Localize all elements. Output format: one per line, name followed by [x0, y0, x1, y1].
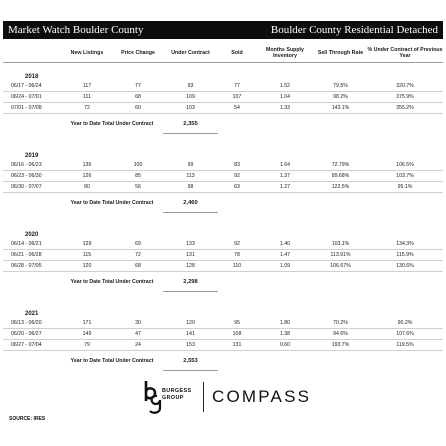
week-period: 06/16 - 06/23	[3, 160, 61, 171]
metric-value: 92	[218, 171, 256, 182]
metric-value: 99	[163, 160, 218, 171]
metric-value: 113.91%	[314, 250, 367, 261]
metric-value: 143.1%	[314, 103, 367, 114]
table-row	[3, 261, 443, 272]
metric-value: 69	[113, 239, 163, 250]
metric-value: 1.38	[256, 329, 314, 340]
metric-value: 72.79%	[314, 160, 367, 171]
metric-value: 79.5%	[314, 81, 367, 92]
ytd-blank	[218, 193, 443, 213]
table-row	[3, 103, 443, 114]
ytd-blank	[3, 114, 61, 134]
metric-value: 70.2%	[314, 318, 367, 329]
spacer-row	[3, 292, 443, 310]
column-header: Price Change	[113, 44, 163, 63]
year-label: 2019	[25, 152, 39, 159]
metric-value: 133	[163, 239, 218, 250]
metric-value: 72	[113, 250, 163, 261]
metric-value: 126	[61, 171, 113, 182]
ytd-total-row	[3, 351, 443, 371]
week-period: 06/23 - 06/30	[3, 171, 61, 182]
table-row	[3, 81, 443, 92]
metric-value: 1.52	[256, 81, 314, 92]
metric-value: 103.1%	[314, 239, 367, 250]
column-header	[3, 44, 61, 63]
week-period: 06/27 - 07/04	[3, 340, 61, 351]
week-period: 06/28 - 07/05	[3, 261, 61, 272]
year-label: 2018	[25, 73, 39, 80]
metric-value: 89.68%	[314, 171, 367, 182]
metric-value: 47	[113, 329, 163, 340]
metric-value: 85	[113, 171, 163, 182]
ytd-label: Year to Date Total Under Contract	[70, 357, 154, 364]
year-heading-row	[3, 151, 443, 160]
metric-value: 95.1%	[367, 182, 443, 193]
metric-value: 83	[218, 160, 256, 171]
metric-value: 1.27	[256, 182, 314, 193]
market-watch-title: Market Watch Boulder County	[8, 24, 144, 36]
metric-value: 78	[218, 250, 256, 261]
brand-logos	[140, 376, 315, 420]
metric-value: 1.80	[256, 318, 314, 329]
ytd-total-row	[3, 114, 443, 134]
year-heading-row	[3, 309, 443, 318]
ytd-total-value: 2,460	[163, 193, 218, 213]
metric-value: 106.67%	[314, 261, 367, 272]
metric-value: 103	[163, 103, 218, 114]
metric-value: 153	[163, 340, 218, 351]
metric-value: 149	[61, 329, 113, 340]
metric-value: 98.2%	[314, 92, 367, 103]
spacer-cell	[3, 63, 443, 73]
metric-value: 60	[113, 103, 163, 114]
metric-value: 80	[61, 182, 113, 193]
ytd-blank	[3, 272, 61, 292]
metric-value: 68	[113, 92, 163, 103]
ytd-blank	[218, 272, 443, 292]
table-row	[3, 239, 443, 250]
burgess-word: BURGESS	[162, 388, 192, 394]
year-label: 2020	[25, 231, 39, 238]
week-period: 06/17 - 06/24	[3, 81, 61, 92]
ytd-label: Year to Date Total Under Contract	[70, 278, 154, 285]
metric-value: 77	[218, 81, 256, 92]
metric-value: 63	[218, 182, 256, 193]
metric-value: 131	[163, 250, 218, 261]
ytd-blank	[3, 351, 61, 371]
metric-value: 56	[113, 182, 163, 193]
metric-value: 30	[113, 318, 163, 329]
spacer-row	[3, 134, 443, 152]
metric-value: 1.37	[256, 171, 314, 182]
table-row	[3, 318, 443, 329]
ytd-label: Year to Date Total Under Contract	[70, 120, 154, 127]
metric-value: 122.5%	[314, 182, 367, 193]
spacer-cell	[3, 213, 443, 231]
table-row	[3, 340, 443, 351]
metric-value: 375.9%	[367, 92, 443, 103]
burgess-group-wordmark	[162, 388, 191, 401]
week-period: 06/20 - 06/27	[3, 329, 61, 340]
metric-value: 110	[218, 261, 256, 272]
table-row	[3, 329, 443, 340]
year-heading-row	[3, 230, 443, 239]
metric-value: 24	[113, 340, 163, 351]
metric-value: 111	[61, 92, 113, 103]
metric-value: 115.9%	[367, 250, 443, 261]
metric-value: 130.6%	[367, 261, 443, 272]
metric-value: 100	[113, 160, 163, 171]
metric-value: 0.60	[256, 340, 314, 351]
column-header-row	[3, 44, 443, 63]
metric-value: 128	[163, 261, 218, 272]
table-row	[3, 250, 443, 261]
week-period: 06/13 - 06/20	[3, 318, 61, 329]
metric-value: 68	[113, 261, 163, 272]
ytd-total-row	[3, 272, 443, 292]
spacer-row	[3, 63, 443, 73]
ytd-blank	[218, 114, 443, 134]
metric-value: 171	[61, 318, 113, 329]
metric-value: 117	[61, 81, 113, 92]
column-header: New Listings	[61, 44, 113, 63]
metric-value: 119.5%	[367, 340, 443, 351]
column-header: Under Contract	[163, 44, 218, 63]
ytd-total-value: 2,355	[163, 114, 218, 134]
metric-value: 1.64	[256, 160, 314, 171]
metric-value: 94.6%	[314, 329, 367, 340]
metric-value: 320.7%	[367, 81, 443, 92]
metric-value: 113	[163, 171, 218, 182]
metric-value: 129	[61, 239, 113, 250]
metric-value: 1.47	[256, 250, 314, 261]
column-header: % Under Contract of Previous Year	[367, 44, 443, 63]
column-header: Months Supply Inventory	[256, 44, 314, 63]
spacer-row	[3, 213, 443, 231]
metric-value: 120	[163, 318, 218, 329]
metric-value: 1.33	[256, 103, 314, 114]
week-period: 06/21 - 06/28	[3, 250, 61, 261]
metric-value: 106.5%	[367, 160, 443, 171]
metric-value: 1.04	[256, 92, 314, 103]
burgess-group-logo-icon	[142, 380, 162, 414]
metric-value: 72	[61, 103, 113, 114]
property-type-title: Boulder County Residential Detached	[270, 24, 438, 36]
metric-value: 136	[61, 160, 113, 171]
metric-value: 90.2%	[367, 318, 443, 329]
metric-value: 107.6%	[367, 329, 443, 340]
table-row	[3, 182, 443, 193]
metric-value: 1.09	[256, 261, 314, 272]
metric-value: 115	[61, 250, 113, 261]
source-note: SOURCE: IRES	[9, 416, 46, 422]
year-heading-row	[3, 72, 443, 81]
metric-value: 109	[163, 92, 218, 103]
spacer-cell	[3, 134, 443, 152]
column-header: Sell Through Rate	[314, 44, 367, 63]
metric-value: 1.40	[256, 239, 314, 250]
metric-value: 103.7%	[367, 171, 443, 182]
table-row	[3, 160, 443, 171]
metric-value: 98	[163, 182, 218, 193]
metric-value: 79	[61, 340, 113, 351]
ytd-total-value: 2,553	[163, 351, 218, 371]
week-period: 06/14 - 06/21	[3, 239, 61, 250]
ytd-blank	[3, 193, 61, 213]
year-label: 2021	[25, 310, 39, 317]
metric-value: 131	[218, 340, 256, 351]
ytd-total-row	[3, 193, 443, 213]
column-header: Sold	[218, 44, 256, 63]
report-header	[3, 21, 443, 39]
logo-divider	[203, 382, 204, 412]
table-row	[3, 92, 443, 103]
metric-value: 134.3%	[367, 239, 443, 250]
group-word: GROUP	[162, 394, 184, 401]
week-period: 06/24 - 07/01	[3, 92, 61, 103]
metric-value: 141	[163, 329, 218, 340]
ytd-label: Year to Date Total Under Contract	[70, 199, 154, 206]
ytd-total-value: 2,298	[163, 272, 218, 292]
metric-value: 355.2%	[367, 103, 443, 114]
metric-value: 107	[218, 92, 256, 103]
metric-value: 92	[218, 239, 256, 250]
metric-value: 54	[218, 103, 256, 114]
metric-value: 93	[163, 81, 218, 92]
table-row	[3, 171, 443, 182]
metric-value: 95	[218, 318, 256, 329]
market-data-table	[3, 44, 443, 371]
week-period: 06/30 - 07/07	[3, 182, 61, 193]
metric-value: 193.7%	[314, 340, 367, 351]
metric-value: 108	[218, 329, 256, 340]
compass-logo: COMPASS	[212, 387, 312, 406]
week-period: 07/01 - 07/08	[3, 103, 61, 114]
metric-value: 77	[113, 81, 163, 92]
spacer-cell	[3, 292, 443, 310]
ytd-blank	[218, 351, 443, 371]
metric-value: 120	[61, 261, 113, 272]
